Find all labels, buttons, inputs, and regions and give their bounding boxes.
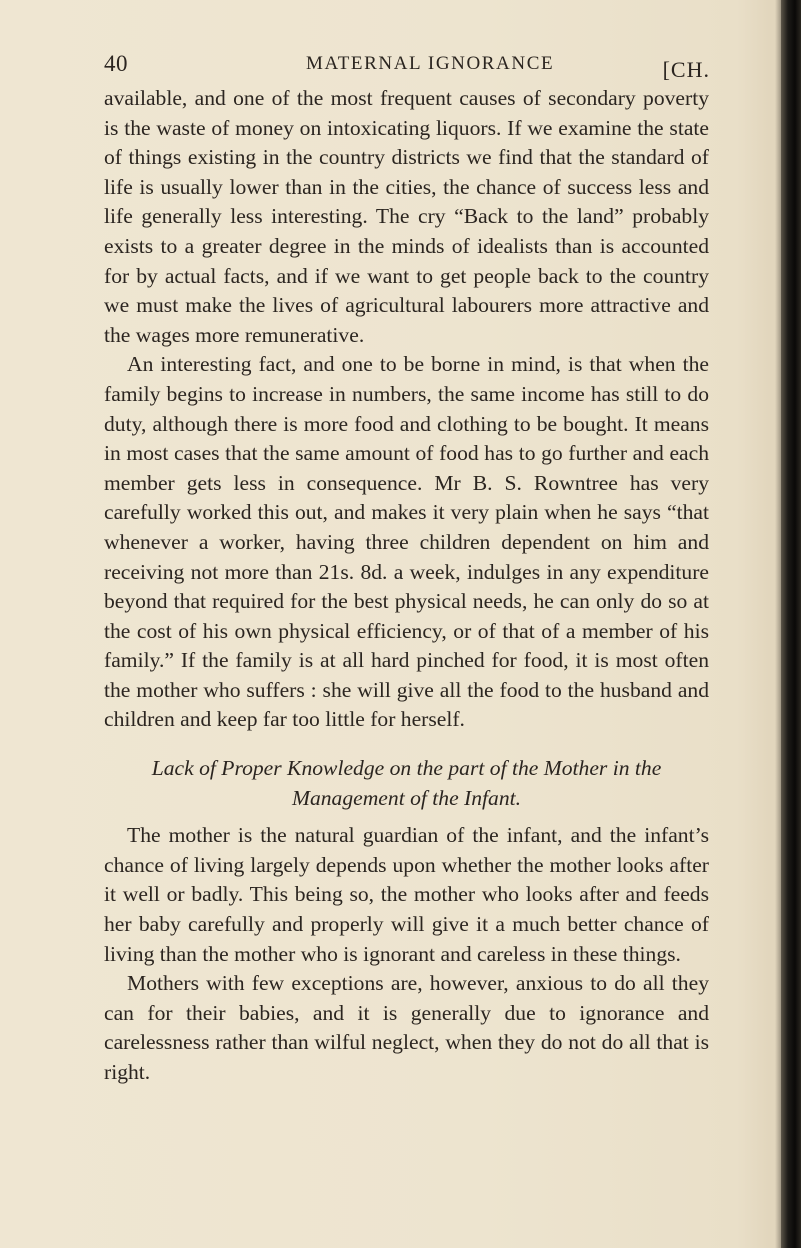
book-binding-edge — [781, 0, 801, 1248]
section-heading-line-1: Lack of Proper Knowledge on the part of the Mother in the — [151, 756, 662, 781]
paragraph-3: The mother is the natural guardian of the infant, and the infant’s chance of living largely depends upon whether the mother looks after it well or badly. This being so, the mother who looks after and feeds her baby carefully and properly will give it a much better chance of living than the mother who is ignorant and careless in these things. — [104, 823, 709, 966]
paragraph-2: An interesting fact, and one to be borne in mind, is that when the family begins to increase in numbers, the same income has still to do duty, although there is more food and clothing to be bought. It means in most cases that the same amount of food has to go further and each member gets less in consequence. Mr B. S. Rowntree has very carefully worked this out, and makes it very plain when he says “that whenever a worker, having three children dependent on him and receiving not more than 21s. 8d. a week, indulges in any expenditure beyond that required for the best physical needs, he can only do so at the cost of his own physical efficiency, or of that of a member of his family.” If the family is at all hard pinched for food, it is most often the mother who suffers : she will give all the food to the husband and children and keep far too little for herself. — [104, 352, 709, 732]
body-text — [104, 84, 709, 1088]
running-head: MATERNAL IGNORANCE — [306, 53, 555, 74]
page-header — [104, 49, 710, 82]
chapter-mark: [CH. — [662, 57, 710, 82]
section-heading-line-2: Management of the Infant. — [291, 785, 522, 810]
page-number: 40 — [104, 51, 128, 76]
paragraph-1: available, and one of the most frequent causes of secondary poverty is the waste of money on intoxicating liquors. If we examine the state of things existing in the country districts we find that the standard of life is usually lower than in the cities, the chance of success less and life generally less interesting. The cry “Back to the land” probably exists to a greater degree in the minds of idealists than is accounted for by actual facts, and if we want to get people back to the country we must make the lives of agricultural labourers more attractive and the wages more remunerative. — [104, 86, 709, 347]
paragraph-4: Mothers with few exceptions are, however, anxious to do all they can for their babies, and it is generally due to ignorance and carelessness rather than wilful neglect, when they do not do all that is right. — [104, 971, 709, 1084]
section-heading — [104, 754, 709, 813]
